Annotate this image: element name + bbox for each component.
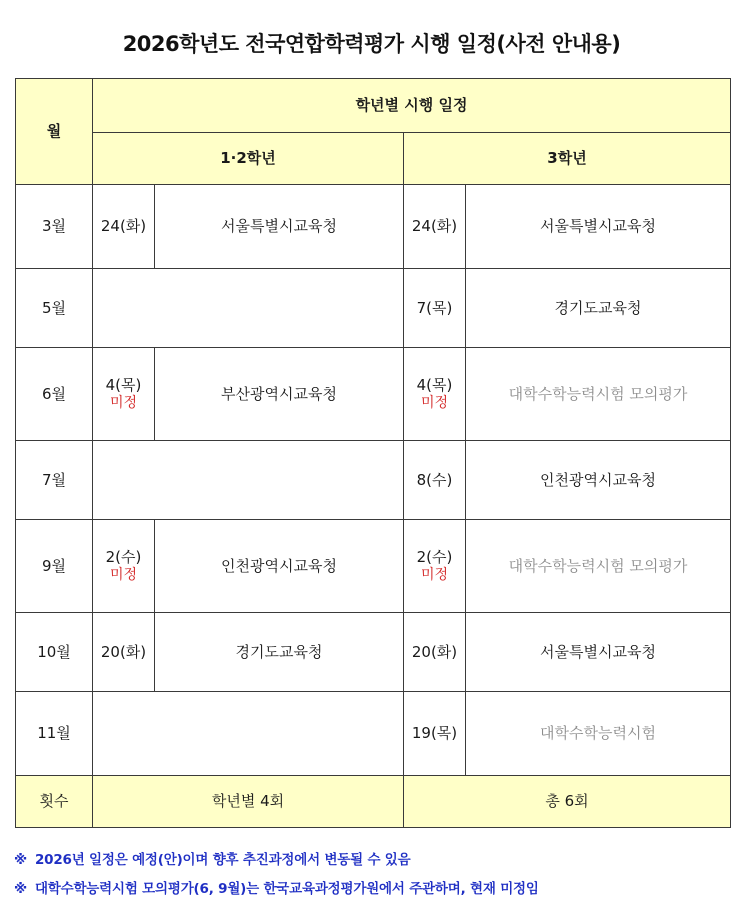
g12-date: 2(수) bbox=[105, 547, 142, 566]
g12-org-cell: 경기도교육청 bbox=[155, 613, 404, 692]
note-text: 2026년 일정은 예정(안)이며 향후 추진과정에서 변동될 수 있음 bbox=[34, 852, 411, 868]
g3-org-cell: 인천광역시교육청 bbox=[466, 441, 731, 520]
g3-date: 24(화) bbox=[411, 217, 458, 236]
month-cell: 7월 bbox=[16, 441, 93, 520]
g3-org-cell: 대학수학능력시험 bbox=[466, 692, 731, 776]
schedule-by-grade-header: 학년별 시행 일정 bbox=[93, 79, 731, 133]
schedule-row bbox=[16, 185, 731, 269]
g12-status-badge: 미정 bbox=[109, 394, 138, 411]
note-mark: ※ bbox=[14, 852, 27, 868]
schedule-row bbox=[16, 692, 731, 776]
g3-org-cell: 서울특별시교육청 bbox=[466, 185, 731, 269]
note-text: 대학수학능력시험 모의평가(6, 9월)는 한국교육과정평가원에서 주관하며, 현재 미정임 bbox=[34, 881, 539, 897]
g3-date-cell bbox=[404, 613, 466, 692]
schedule-row bbox=[16, 441, 731, 520]
g12-empty-cell bbox=[93, 269, 404, 348]
month-cell: 3월 bbox=[16, 185, 93, 269]
g12-date: 4(목) bbox=[105, 375, 142, 394]
note-1 bbox=[14, 848, 411, 868]
g3-date: 4(목) bbox=[416, 375, 453, 394]
g12-date: 20(화) bbox=[100, 642, 147, 661]
g3-date: 8(수) bbox=[416, 470, 453, 489]
footer-row bbox=[16, 776, 731, 828]
count-label: 횟수 bbox=[16, 776, 93, 828]
month-cell: 5월 bbox=[16, 269, 93, 348]
g12-empty-cell bbox=[93, 692, 404, 776]
g3-count: 총 6회 bbox=[404, 776, 731, 828]
schedule-row bbox=[16, 269, 731, 348]
g12-count: 학년별 4회 bbox=[93, 776, 404, 828]
g12-date-cell bbox=[93, 613, 155, 692]
month-cell: 9월 bbox=[16, 520, 93, 613]
page-title: 2026학년도 전국연합학력평가 시행 일정(사전 안내용) bbox=[122, 32, 621, 56]
g12-empty-cell bbox=[93, 441, 404, 520]
g3-date-cell bbox=[404, 520, 466, 613]
g12-org-cell: 부산광역시교육청 bbox=[155, 348, 404, 441]
g12-org-cell: 인천광역시교육청 bbox=[155, 520, 404, 613]
g3-date-cell bbox=[404, 441, 466, 520]
g12-org-cell: 서울특별시교육청 bbox=[155, 185, 404, 269]
g3-date-cell bbox=[404, 348, 466, 441]
g3-date: 20(화) bbox=[411, 642, 458, 661]
schedule-table bbox=[15, 78, 731, 828]
g3-date-cell bbox=[404, 185, 466, 269]
g12-date: 24(화) bbox=[100, 217, 147, 236]
note-mark: ※ bbox=[14, 881, 27, 897]
month-cell: 6월 bbox=[16, 348, 93, 441]
g3-org-cell: 대학수학능력시험 모의평가 bbox=[466, 348, 731, 441]
grade3-header: 3학년 bbox=[404, 133, 731, 185]
g3-date: 2(수) bbox=[416, 547, 453, 566]
g3-status-badge: 미정 bbox=[420, 566, 449, 583]
schedule-row bbox=[16, 348, 731, 441]
g3-org-cell: 경기도교육청 bbox=[466, 269, 731, 348]
g12-date-cell bbox=[93, 520, 155, 613]
g3-org-cell: 서울특별시교육청 bbox=[466, 613, 731, 692]
month-header: 월 bbox=[16, 79, 93, 185]
g12-date-cell bbox=[93, 185, 155, 269]
schedule-row bbox=[16, 520, 731, 613]
g3-org-cell: 대학수학능력시험 모의평가 bbox=[466, 520, 731, 613]
g3-date: 19(목) bbox=[411, 724, 458, 743]
g3-date: 7(목) bbox=[416, 298, 453, 317]
header-row-2 bbox=[16, 133, 731, 185]
g12-status-badge: 미정 bbox=[109, 566, 138, 583]
g3-status-badge: 미정 bbox=[420, 394, 449, 411]
header-row-1 bbox=[16, 79, 731, 133]
month-cell: 11월 bbox=[16, 692, 93, 776]
g3-date-cell bbox=[404, 269, 466, 348]
month-cell: 10월 bbox=[16, 613, 93, 692]
g12-date-cell bbox=[93, 348, 155, 441]
schedule-row bbox=[16, 613, 731, 692]
note-2 bbox=[14, 877, 539, 897]
grade12-header: 1·2학년 bbox=[93, 133, 404, 185]
g3-date-cell bbox=[404, 692, 466, 776]
